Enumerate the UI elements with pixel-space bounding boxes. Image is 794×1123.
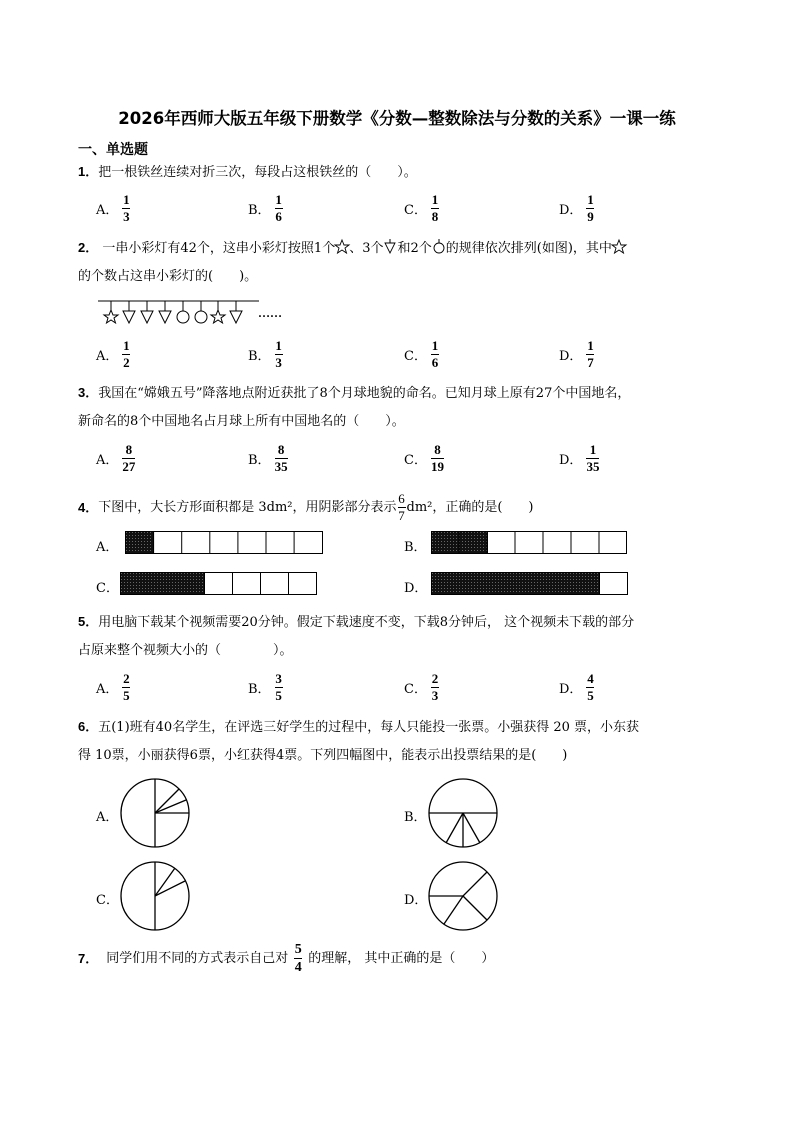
question-5-line2: 占原来整个视频大小的（ ）。 bbox=[78, 643, 293, 658]
star-lamp-icon bbox=[335, 239, 349, 255]
option-c[interactable]: C． bbox=[96, 581, 119, 596]
option-c[interactable]: C． $\frac{1}{8}$ bbox=[404, 192, 439, 224]
option-a[interactable]: A． $\frac{8}{27}$ bbox=[96, 442, 136, 474]
pie-figure-a bbox=[120, 778, 192, 850]
option-b[interactable]: B． bbox=[404, 810, 427, 825]
option-c[interactable]: C． $\frac{8}{19}$ bbox=[404, 442, 444, 474]
page-title: 2026年西师大版五年级下册数学《分数—整数除法与分数的关系》一课一练 bbox=[118, 109, 676, 128]
fraction: $\frac{1}{7}$ bbox=[587, 338, 594, 370]
option-a[interactable]: A． $\frac{1}{3}$ bbox=[96, 192, 130, 224]
option-a[interactable]: A． $\frac{1}{2}$ bbox=[96, 338, 130, 370]
option-c[interactable]: C． $\frac{2}{3}$ bbox=[404, 671, 439, 703]
bar-figure-d bbox=[431, 572, 631, 596]
option-d[interactable]: D． $\frac{4}{5}$ bbox=[559, 671, 594, 703]
option-b[interactable]: B． $\frac{1}{3}$ bbox=[248, 338, 282, 370]
question-number: 5． bbox=[78, 614, 99, 629]
option-d[interactable]: D． $\frac{1}{35}$ bbox=[559, 442, 600, 474]
fraction: $\frac{4}{5}$ bbox=[587, 671, 594, 703]
fraction: $\frac{2}{5}$ bbox=[123, 671, 130, 703]
fraction: $\frac{6}{7}$ bbox=[398, 491, 405, 523]
option-b[interactable]: B． $\frac{3}{5}$ bbox=[248, 671, 282, 703]
option-a[interactable]: A． bbox=[96, 540, 119, 555]
question-text: 把一根铁丝连续对折三次，每段占这根铁丝的（ ）。 bbox=[98, 165, 417, 180]
fraction: $\frac{1}{8}$ bbox=[431, 192, 439, 224]
pie-figure-d bbox=[428, 861, 500, 933]
bar-figure-a bbox=[125, 531, 325, 555]
fraction: $\frac{8}{27}$ bbox=[122, 442, 136, 474]
option-c[interactable]: C． bbox=[96, 893, 119, 908]
ellipsis: …… bbox=[258, 306, 282, 320]
option-d[interactable]: D． $\frac{1}{9}$ bbox=[559, 192, 594, 224]
option-d[interactable]: D． bbox=[404, 893, 428, 908]
option-d[interactable]: D． bbox=[404, 581, 428, 596]
fraction: $\frac{2}{3}$ bbox=[431, 671, 439, 703]
lamp-string-figure bbox=[96, 298, 296, 332]
fraction: $\frac{1}{6}$ bbox=[275, 192, 282, 224]
option-b[interactable]: B． $\frac{8}{35}$ bbox=[248, 442, 288, 474]
fraction: $\frac{1}{9}$ bbox=[587, 192, 594, 224]
question-7: 7． 同学们用不同的方式表示自己对 $\frac{5}{4}$ 的理解， 其中正确的是（ ） bbox=[78, 942, 495, 975]
question-5: 5．用电脑下载某个视频需要20分钟。假定下载速度不变，下载8分钟后， 这个视频未下载的部分 bbox=[78, 614, 635, 630]
option-b[interactable]: B． bbox=[404, 540, 427, 555]
option-d[interactable]: D． $\frac{1}{7}$ bbox=[559, 338, 594, 370]
fraction: $\frac{8}{35}$ bbox=[274, 442, 288, 474]
question-6: 6．五(1)班有40名学生，在评选三好学生的过程中，每人只能投一张票。小强获得 20 票，小东获 bbox=[78, 719, 639, 735]
pie-figure-c bbox=[120, 861, 192, 933]
fraction: $\frac{1}{6}$ bbox=[431, 338, 439, 370]
option-a[interactable]: A． $\frac{2}{5}$ bbox=[96, 671, 130, 703]
question-1 bbox=[78, 162, 417, 183]
circle-lamp-icon bbox=[432, 239, 446, 255]
question-4: 4． 下图中，大长方形面积都是 3dm²，用阴影部分表示 $\frac{6}{7}$ dm²，正确的是( ) bbox=[78, 491, 534, 523]
question-3: 3．我国在“嫦娥五号”降落地点附近获批了8个月球地貌的命名。已知月球上原有27个中国地名， bbox=[78, 385, 631, 401]
section-heading: 一、单选题 bbox=[78, 142, 148, 158]
question-number: 1． bbox=[78, 164, 99, 179]
question-number: 6． bbox=[78, 719, 99, 734]
option-b[interactable]: B． $\frac{1}{6}$ bbox=[248, 192, 282, 224]
question-number: 2． bbox=[78, 240, 99, 255]
fraction: $\frac{1}{35}$ bbox=[586, 442, 600, 474]
fraction: $\frac{1}{3}$ bbox=[123, 192, 130, 224]
question-number: 7． bbox=[78, 950, 99, 966]
question-number: 4． bbox=[78, 499, 99, 515]
star-lamp-icon bbox=[612, 239, 626, 255]
bar-figure-b bbox=[431, 531, 631, 555]
question-2: 2． 一串小彩灯有42个，这串小彩灯按照1个 、3个 和2个 的规律依次排列(如图)，其中 bbox=[78, 238, 626, 259]
fraction: $\frac{1}{2}$ bbox=[123, 338, 130, 370]
fraction: $\frac{8}{19}$ bbox=[430, 442, 444, 474]
option-a[interactable]: A． bbox=[96, 810, 119, 825]
pie-figure-b bbox=[428, 778, 500, 850]
question-2-line2: 的个数占这串小彩灯的( )。 bbox=[78, 269, 258, 284]
question-3-line2: 新命名的8个中国地名占月球上所有中国地名的（ ）。 bbox=[78, 414, 405, 429]
bar-figure-c bbox=[120, 572, 320, 596]
fraction: $\frac{5}{4}$ bbox=[294, 942, 302, 975]
fraction: $\frac{3}{5}$ bbox=[275, 671, 282, 703]
option-c[interactable]: C． $\frac{1}{6}$ bbox=[404, 338, 439, 370]
question-6-line2: 得 10票，小丽获得6票，小红获得4票。下列四幅图中，能表示出投票结果的是( ) bbox=[78, 748, 568, 763]
triangle-lamp-icon bbox=[383, 239, 397, 255]
fraction: $\frac{1}{3}$ bbox=[275, 338, 282, 370]
question-number: 3． bbox=[78, 385, 99, 400]
